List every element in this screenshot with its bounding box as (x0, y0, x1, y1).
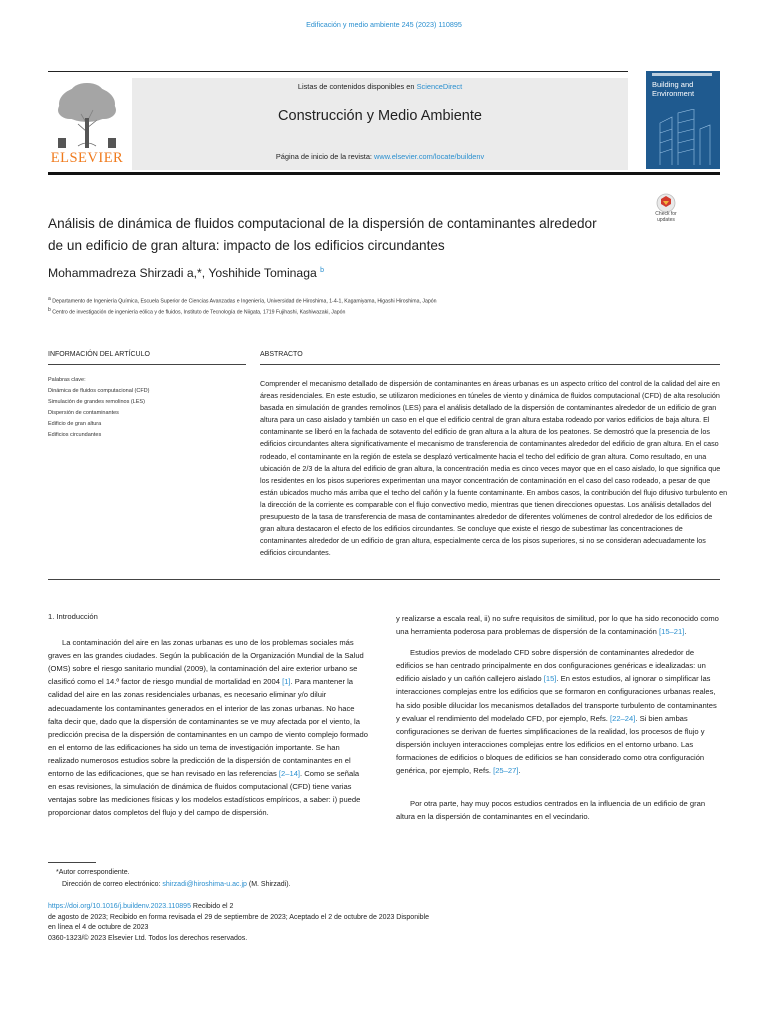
doi-line (48, 902, 518, 913)
online-line: en línea el 4 de octubre de 2023 (48, 924, 149, 931)
text-run: Estudios previos de modelado CFD sobre dispersión de contaminantes alrededor de edificios se han centrado principalmente en dos configuraciones genéricas e idealizadas: un edificio aislado y un cañón callejero aislado (396, 648, 706, 684)
availability-text: Listas de contenidos disponibles en (297, 82, 417, 91)
text-run: La contaminación del aire en las zonas urbanas es uno de los problemas sociales más graves en las grandes ciudades. Según la publicación de la Organización Mundial de la Salud (OMS) sobre el riesgo sanitario mundial (2009), la contaminación del aire exterior urbano se clasificó como el 14.º factor de riesgo mundial de mortalidad en 2004 (48, 638, 364, 687)
header-thick-rule (48, 172, 720, 175)
article-title-line2: de un edificio de gran altura: impacto de los edificios circundantes (48, 238, 445, 253)
affiliation-a (48, 296, 437, 305)
journal-banner (132, 78, 628, 170)
journal-homepage (132, 152, 628, 161)
text-run: . Para mantener la calidad del aire en las zonas residenciales urbanas, es necesario eliminar y/o diluir adecuadamente los contaminantes generados en el interior de las zonas urbanas. No hace falta decir que, dado que la dispersión de contaminantes se ve muy afectada por el viento, la predicción precisa de la dispersión de contaminantes en un campo de viento complejo formado en el entorno de las edificaciones ha sido un tema de investigación importante. Se han realizado numerosos estudios sobre la predicción de la dispersión de contaminantes en el entorno de las edificaciones, que se han revisado en las referencias (48, 677, 368, 779)
keywords-label: Palabras clave: (48, 377, 86, 383)
citation-link[interactable]: [1] (282, 677, 291, 687)
received-line: de agosto de 2023; Recibido en forma revisada el 29 de septiembre de 2023; Aceptado el 2 de octubre de 2023 Disponible (48, 913, 429, 921)
elsevier-tree-logo (48, 80, 126, 150)
author-list (48, 266, 324, 280)
author-2-affil-mark[interactable]: b (320, 266, 325, 274)
email-suffix: (M. Shirzadi). (246, 881, 291, 888)
body-right-column (396, 612, 722, 823)
citation-link[interactable]: [25–27] (493, 766, 519, 776)
journal-citation[interactable]: Edificación y medio ambiente 245 (2023) 110895 (306, 20, 462, 29)
article-title-line1: Análisis de dinámica de fluidos computacional de la dispersión de contaminantes alrededor (48, 216, 597, 231)
cover-title-line2: Environment (652, 88, 695, 98)
text-run: . En estos estudios, al ignorar o simplificar las interacciones complejas entre los edificios que se formaron en configuraciones urbanas reales, ha sido posible dilucidar los mecanismos detallados del transporte turbulento de contaminantes y evaluar el rendimiento del modelado CFD, por ejemplo, Refs. (396, 674, 717, 723)
author-2[interactable]: Yoshihide Tominaga (208, 266, 317, 280)
updates-line1: Check for (655, 211, 677, 217)
article-history (48, 902, 518, 944)
elsevier-wordmark[interactable]: ELSEVIER (50, 150, 124, 166)
header-rule (48, 71, 628, 72)
affil-mark: a (48, 296, 51, 302)
email-label: Dirección de correo electrónico: (62, 881, 163, 888)
text-run: . Si bien ambas configuraciones se derivan de fuertes simplificaciones de la realidad, los procesos de flujo y dispersión incluyen interacciones complejas entre los edificios en el entorno urbano. Las formaciones de edificios o bloques de edificios se han considerado como otra configuración genérica, por ejemplo, Refs. (396, 713, 705, 776)
abstract-heading: ABSTRACTO (260, 351, 303, 358)
affiliation-b (48, 307, 345, 316)
email-link[interactable]: shirzadi@hiroshima-u.ac.jp (162, 881, 247, 888)
cover-artwork (650, 109, 716, 165)
keyword-item: Edificio de gran altura (48, 421, 102, 427)
homepage-label: Página de inicio de la revista: (275, 152, 375, 161)
affil-mark: b (48, 307, 51, 313)
article-title (48, 213, 638, 257)
intro-paragraph-3: Por otra parte, hay muy pocos estudios centrados en la influencia de un edificio de gran altura en la dispersión de contaminantes en el vecindario. (396, 799, 706, 822)
homepage-link[interactable]: www.elsevier.com/locate/buildenv (374, 152, 485, 161)
section-heading: 1. Introducción (48, 612, 98, 621)
footnote-rule (48, 862, 96, 863)
citation-link[interactable]: [22–24] (610, 713, 636, 723)
sciencedirect-link[interactable]: ScienceDirect (416, 82, 463, 91)
intro-paragraph-1 (48, 636, 368, 819)
text-run: y realizarse a escala real, ii) no sufre requisitos de similitud, por lo que ha sido reconocido como una herramienta poderosa para problemas de dispersión de la contaminación (396, 614, 719, 637)
abstract-bottom-rule (48, 579, 720, 580)
article-info-rule (48, 364, 246, 365)
keyword-item: Dinámica de fluidos computacional (CFD) (48, 388, 150, 394)
text-run: . (684, 627, 687, 637)
affil-text: Centro de investigación de ingeniería eólica y de fluidos, Instituto de Tecnología de Niigata, 1719 Fujihashi, Kashiwazaki, Japón (52, 309, 346, 316)
abstract-text: Comprender el mecanismo detallado de dispersión de contaminantes en áreas urbanas es un aspecto crítico del control de la calidad del aire en áreas residenciales. En este estudio, se utilizaron mediciones en túneles de viento y dinámica de fluidos computacional (CFD) de alta resolución basada en simulación de grandes remolinos (LES) para el análisis detallado de la dispersión de contaminantes alrededor de un edificio de gran altura para un caso aislado y también un caso en el que el edificio central de gran altura estaba rodeado por varios edificios de baja altura. El contaminante se liberó en la fachada de sotavento del edificio de gran altura a la altura de los peatones. Se demostró que la presencia de los edificios circundantes altera significativamente el mecanismo de transferencia de contaminantes alrededor del edificio de gran altura. En el caso rodeado, el contaminante en la región de estela se desplazó verticalmente hacia el techo del edificio de gran altura. Como resultado, en una ubicación de 2/3 de la altura del edificio de gran altura, la concentración media es cinco veces mayor que en el caso aislado, lo que significa que los residentes en los pisos superiores experimentan una mayor concentración de contaminación en el caso del caso rodeado, a pesar de que están ubicados mucho más arriba que el techo del cañón y la fuente contaminante. En ambos casos, la contribución del flujo difusivo turbulento en la dirección de la corriente es comparable con el flujo convectivo medio, mientras que tienen direcciones opuestas. Los análisis detallados del presupuesto de la tasa de transferencia de masa de contaminantes alrededor de diferentes volúmenes de control alrededor de los edificios de gran altura destacaron el efecto de los edificios circundantes. Se concluye que existe el riesgo de subestimar las concentraciones de contaminantes alrededor de un edificio de gran altura, especialmente cerca de los pisos superiores, si no se consideran adecuadamente los edificios circundantes. (260, 379, 728, 558)
article-info-heading: INFORMACIÓN DEL ARTÍCULO (48, 351, 150, 358)
journal-cover[interactable] (646, 71, 720, 169)
text-run: . (518, 766, 521, 776)
contents-availability (132, 82, 628, 91)
journal-title: Construcción y Medio Ambiente (278, 108, 482, 124)
keyword-item: Dispersión de contaminantes (48, 410, 119, 416)
keyword-item: Edificios circundantes (48, 432, 102, 438)
doi-link[interactable]: https://doi.org/10.1016/j.buildenv.2023.110895 (48, 903, 191, 910)
received-text: Recibido el 2 (190, 903, 234, 910)
cover-bar (652, 73, 712, 76)
affil-text: Departamento de Ingeniería Química, Escuela Superior de Ciencias Avanzadas e Ingeniería, Universidad de Hiroshima, 1-4-1, Kagamiyama, Higashi Hiroshima, Japón (52, 298, 437, 305)
cover-title-line1: Building and (652, 80, 694, 89)
intro-paragraph-continued (396, 612, 722, 638)
citation-link[interactable]: [2–14] (278, 769, 301, 779)
keyword-item: Simulación de grandes remolinos (LES) (48, 399, 145, 405)
author-separator: , (201, 266, 209, 280)
cover-title (652, 81, 694, 98)
body-left-column (48, 610, 368, 819)
citation-link[interactable]: [15] (543, 674, 557, 684)
copyright-line: 0360-1323/© 2023 Elsevier Ltd. Todos los derechos reservados. (48, 934, 248, 942)
check-for-updates-label[interactable] (648, 212, 684, 223)
email-note (62, 880, 290, 891)
intro-paragraph-2 (396, 646, 722, 777)
author-1[interactable]: Mohammadreza Shirzadi a,* (48, 266, 202, 280)
citation-link[interactable]: [15–21] (659, 627, 685, 637)
abstract-rule (260, 364, 720, 365)
updates-line2: updates (657, 216, 675, 223)
text-run: . Como se señala en esas revisiones, la simulación de dinámica de fluidos computacional (CFD) tiene varias ventajas sobre las mediciones físicas y los modelos estadísticos empíricos, a saber: i) puede proporcionar datos completos del flujo y del campo de dispersión. (48, 769, 361, 818)
corresponding-author-note: *Autor correspondiente. (56, 869, 130, 876)
